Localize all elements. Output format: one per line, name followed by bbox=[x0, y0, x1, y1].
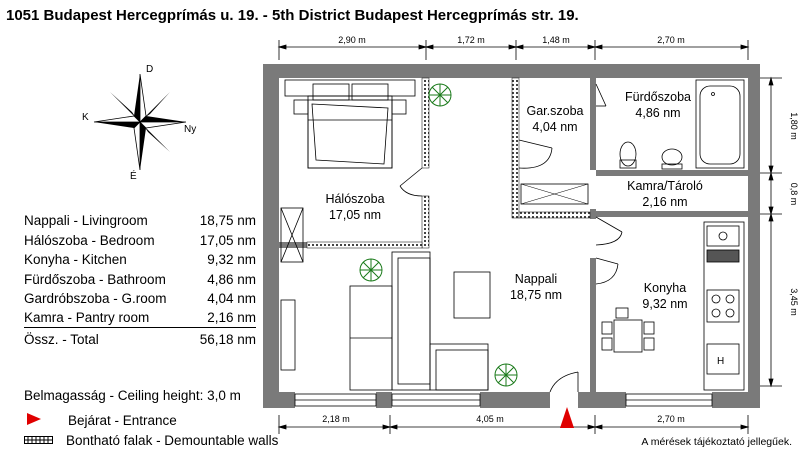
room-nappali-name: Nappali bbox=[514, 272, 558, 286]
dim-bottom-3: 2,70 m bbox=[657, 414, 685, 424]
area-value: 2,16 nm bbox=[207, 309, 256, 325]
area-label: Gardróbszoba - G.room bbox=[24, 291, 167, 306]
room-gar-name: Gar.szoba bbox=[526, 104, 584, 118]
area-label: Hálószoba - Bedroom bbox=[24, 232, 155, 248]
dim-right-2: 0,8 m bbox=[789, 182, 799, 206]
area-row bbox=[24, 309, 256, 328]
page-title: 1051 Budapest Hercegprímás u. 19. - 5th District Budapest Hercegprímás str. 19. bbox=[6, 7, 579, 24]
area-row bbox=[24, 231, 256, 251]
room-konyha-area: 9,32 nm bbox=[642, 297, 688, 311]
dim-right-3: 3,45 m bbox=[789, 288, 799, 316]
entrance-legend bbox=[26, 412, 177, 429]
area-row bbox=[24, 211, 256, 231]
room-furdo-name: Fürdőszoba bbox=[624, 90, 692, 104]
wardrobe bbox=[281, 208, 303, 370]
bathroom-door bbox=[596, 84, 606, 106]
garderobe-door bbox=[519, 140, 552, 168]
toilet bbox=[620, 142, 636, 168]
room-kamra-name: Kamra/Tároló bbox=[627, 179, 703, 193]
room-gar-area: 4,04 nm bbox=[532, 120, 578, 134]
dim-top-2: 1,72 m bbox=[457, 35, 485, 45]
bathtub bbox=[696, 80, 744, 168]
room-konyha-name: Konyha bbox=[643, 281, 687, 295]
area-label: Konyha - Kitchen bbox=[24, 252, 127, 267]
compass-south: É bbox=[130, 171, 137, 182]
sink bbox=[662, 149, 682, 169]
hatched-wall-icon bbox=[24, 433, 66, 448]
entrance-marker bbox=[560, 407, 574, 428]
dim-top-1: 2,90 m bbox=[338, 35, 366, 45]
outer-walls bbox=[263, 64, 760, 408]
area-total-label: Össz. - Total bbox=[24, 331, 99, 347]
room-furdo-area: 4,86 nm bbox=[635, 106, 681, 120]
room-nappali-area: 18,75 nm bbox=[509, 288, 563, 302]
entrance-legend-text: Bejárat - Entrance bbox=[68, 413, 177, 428]
area-row bbox=[24, 270, 256, 290]
disclaimer-note: A mérések tájékoztató jellegűek. bbox=[641, 436, 792, 448]
room-halo-name: Hálószoba bbox=[325, 192, 385, 206]
plant-living-top bbox=[429, 84, 451, 106]
area-row bbox=[24, 289, 256, 309]
demountable-walls-legend bbox=[24, 433, 278, 448]
bedroom-door bbox=[400, 168, 422, 196]
pantry-door bbox=[596, 217, 622, 245]
plant-living-bottom bbox=[495, 364, 517, 386]
compass-east: Ny bbox=[184, 124, 197, 135]
room-kamra-area: 2,16 nm bbox=[642, 195, 688, 209]
area-value: 4,86 nm bbox=[207, 271, 256, 287]
kitchen-fridge-mark: H bbox=[717, 356, 725, 367]
coffee-table bbox=[454, 272, 490, 318]
compass-rose bbox=[80, 62, 200, 182]
entrance-arrow-icon bbox=[26, 412, 68, 429]
dim-top-3: 1,48 m bbox=[542, 35, 570, 45]
kitchen-door bbox=[596, 258, 618, 284]
area-table bbox=[24, 211, 256, 349]
dim-top-4: 2,70 m bbox=[657, 35, 685, 45]
dim-bottom-2: 4,05 m bbox=[476, 414, 504, 424]
area-value: 4,04 nm bbox=[207, 291, 256, 306]
area-label: Nappali - Livingroom bbox=[24, 213, 148, 228]
compass-west: K bbox=[82, 112, 89, 123]
ceiling-height: Belmagasság - Ceiling height: 3,0 m bbox=[24, 388, 241, 403]
area-total-row bbox=[24, 330, 256, 350]
dining-table bbox=[602, 308, 654, 352]
dimensions-right bbox=[760, 78, 782, 386]
area-value: 9,32 nm bbox=[207, 252, 256, 267]
area-label: Kamra - Pantry room bbox=[24, 309, 150, 325]
dim-right-1: 1,80 m bbox=[789, 112, 799, 140]
demountable-walls-text: Bontható falak - Demountable walls bbox=[66, 433, 279, 448]
area-total-value: 56,18 nm bbox=[199, 331, 256, 347]
bed bbox=[285, 80, 415, 168]
area-value: 17,05 nm bbox=[199, 232, 256, 248]
area-row bbox=[24, 250, 256, 270]
room-halo-area: 17,05 nm bbox=[328, 208, 382, 222]
area-label: Fürdőszoba - Bathroom bbox=[24, 271, 166, 287]
area-value: 18,75 nm bbox=[199, 213, 256, 228]
plant-bedroom bbox=[360, 259, 382, 281]
entrance-door bbox=[550, 372, 578, 392]
compass-north: D bbox=[146, 64, 154, 75]
dim-bottom-1: 2,18 m bbox=[322, 414, 350, 424]
